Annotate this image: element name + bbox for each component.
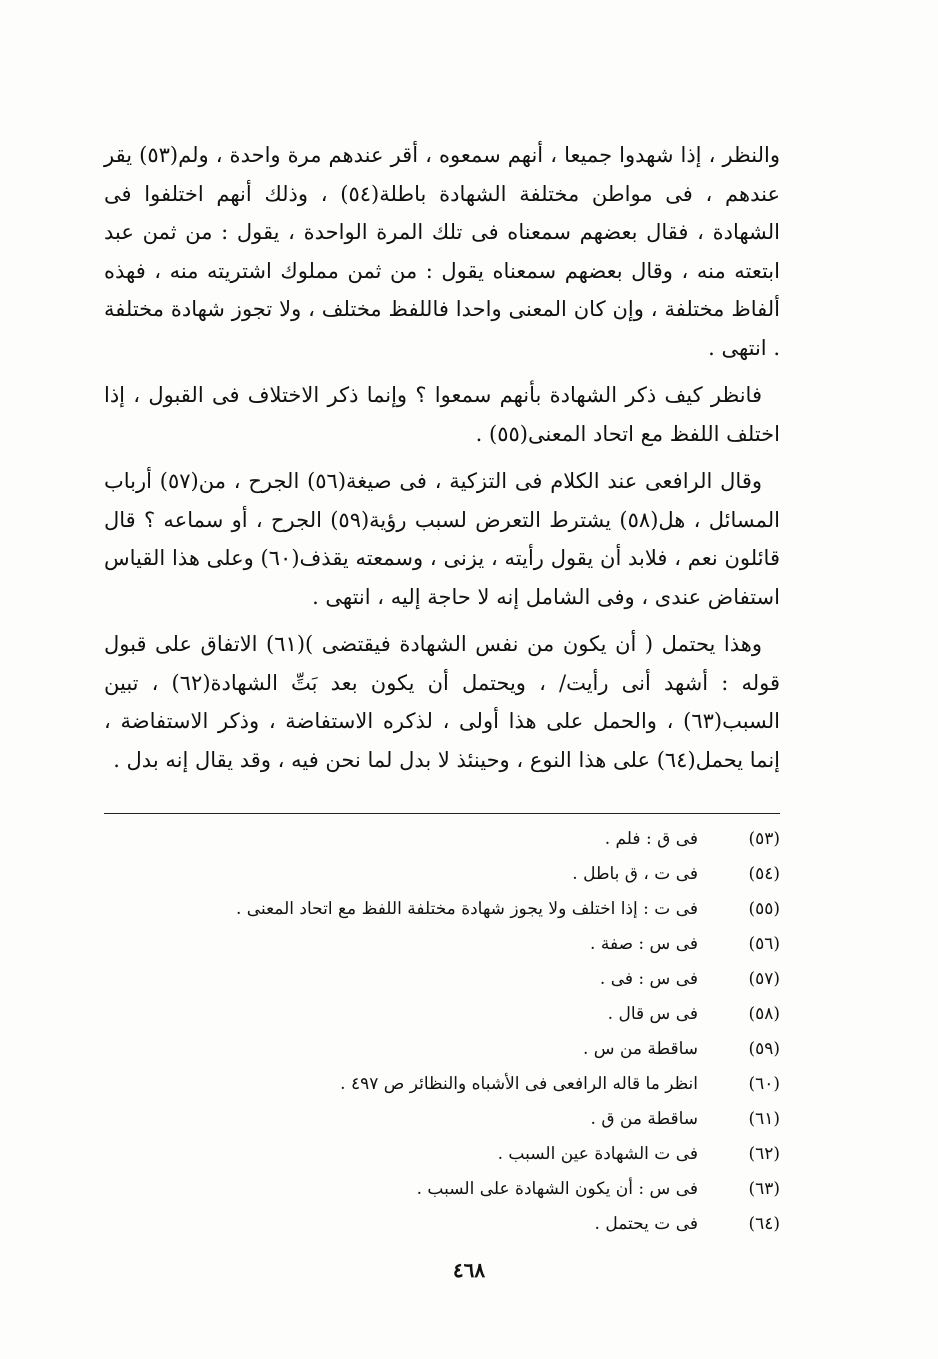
footnote-number: (٦٠) bbox=[748, 1074, 780, 1094]
footnote bbox=[104, 857, 780, 892]
footnote-number: (٥٣) bbox=[748, 829, 780, 849]
footnote-text: فى س : صفة . bbox=[590, 934, 698, 954]
paragraph: وهذا يحتمل ( أن يكون من نفس الشهادة فيقتضى )(٦١) الاتفاق على قبول قوله : أشهد أنى رأيت/ ، ويحتمل أن يكون بعد بَتِّ الشهادة(٦٢) ، تبين السبب(٦٣) ، والحمل على هذا أولى ، لذكره الاستفاضة ، وذكر الاستفاضة ، إنما يحمل(٦٤) على هذا النوع ، وحينئذ لا بدل لما نحن فيه ، وقد يقال إنه بدل . bbox=[104, 632, 780, 772]
footnote-number: (٦٣) bbox=[748, 1179, 780, 1199]
footnote-number: (٥٩) bbox=[748, 1039, 780, 1059]
footnote-number: (٦٢) bbox=[748, 1144, 780, 1164]
footnote-number: (٦٤) bbox=[748, 1214, 780, 1234]
footnote-text: ساقطة من س . bbox=[582, 1039, 698, 1059]
footnote bbox=[104, 997, 780, 1032]
footnote-text: فى س قال . bbox=[607, 1004, 698, 1024]
footnote-text: فى س : أن يكون الشهادة على السبب . bbox=[416, 1179, 698, 1199]
footnote-number: (٥٤) bbox=[748, 864, 780, 884]
footnote bbox=[104, 927, 780, 962]
footnote-number: (٥٦) bbox=[748, 934, 780, 954]
paragraph: فانظر كيف ذكر الشهادة بأنهم سمعوا ؟ وإنما ذكر الاختلاف فى القبول ، إذا اختلف اللفظ مع اتحاد المعنى(٥٥) . bbox=[104, 383, 780, 446]
footnote-text: فى ق : فلم . bbox=[604, 829, 698, 849]
footnote bbox=[104, 1172, 780, 1207]
footnote bbox=[104, 822, 780, 857]
footnote bbox=[104, 1032, 780, 1067]
paragraph: وقال الرافعى عند الكلام فى التزكية ، فى صيغة(٥٦) الجرح ، من(٥٧) أرباب المسائل ، هل(٥٨) يشترط التعرض لسبب رؤية(٥٩) الجرح ، أو سماعه ؟ قال قائلون نعم ، فلابد أن يقول رأيته ، يزنى ، وسمعته يقذف(٦٠) وعلى هذا القياس استفاض عندى ، وفى الشامل إنه لا حاجة إليه ، انتهى . bbox=[104, 469, 780, 609]
footnote-text: فى ت الشهادة عين السبب . bbox=[497, 1144, 698, 1164]
footnote bbox=[104, 892, 780, 927]
footnote-number: (٦١) bbox=[748, 1109, 780, 1129]
footnote bbox=[104, 1207, 780, 1242]
footnote bbox=[104, 1067, 780, 1102]
footnote-text: فى ت : إذا اختلف ولا يجوز شهادة مختلفة اللفظ مع اتحاد المعنى . bbox=[235, 899, 698, 919]
footnote-number: (٥٨) bbox=[748, 1004, 780, 1024]
footnote bbox=[104, 1137, 780, 1172]
main-text bbox=[104, 136, 780, 779]
page-number: ٤٦٨ bbox=[452, 1258, 486, 1282]
footnote-number: (٥٧) bbox=[748, 969, 780, 989]
footnote-number: (٥٥) bbox=[748, 899, 780, 919]
footnote-text: انظر ما قاله الرافعى فى الأشباه والنظائر ص ٤٩٧ . bbox=[340, 1074, 698, 1094]
footnote-text: ساقطة من ق . bbox=[590, 1109, 698, 1129]
footnote bbox=[104, 962, 780, 997]
footnote-text: فى س : فى . bbox=[599, 969, 698, 989]
footnotes bbox=[104, 822, 780, 1242]
footnote bbox=[104, 1102, 780, 1137]
paragraph: والنظر ، إذا شهدوا جميعا ، أنهم سمعوه ، أقر عندهم مرة واحدة ، ولم(٥٣) يقر عندهم ، فى مواطن مختلفة الشهادة باطلة(٥٤) ، وذلك أنهم اختلفوا فى الشهادة ، فقال بعضهم سمعناه فى تلك المرة الواحدة ، يقول : من ثمن عبد ابتعته منه ، وقال بعضهم سمعناه يقول : من ثمن مملوك اشتريته منه ، فهذه ألفاظ مختلفة ، وإن كان المعنى واحدا فاللفظ مختلف ، ولا تجوز شهادة مختلفة . انتهى . bbox=[104, 143, 780, 360]
footnote-text: فى ت ، ق باطل . bbox=[572, 864, 698, 884]
footnote-text: فى ت يحتمل . bbox=[594, 1214, 698, 1234]
footnote-divider bbox=[104, 813, 780, 814]
